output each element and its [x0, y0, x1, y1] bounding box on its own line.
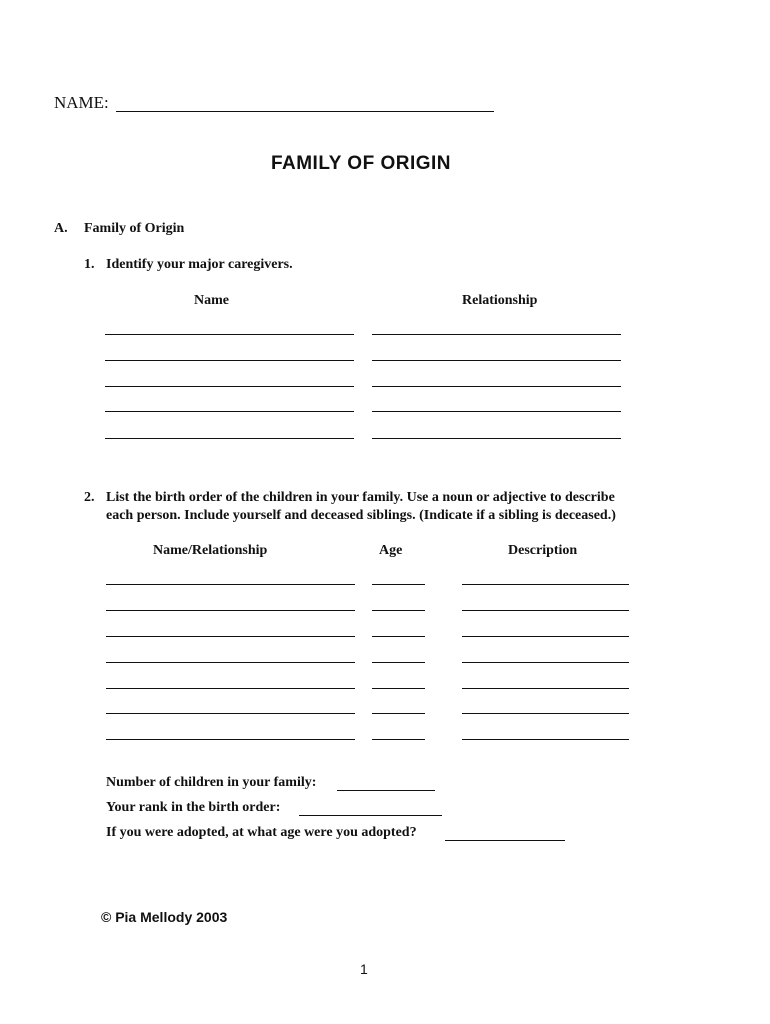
child-age-input-line[interactable]: [372, 598, 425, 611]
child-age-input-line[interactable]: [372, 727, 425, 740]
section-letter: A.: [54, 221, 68, 236]
caregiver-relationship-input-line[interactable]: [372, 426, 621, 439]
caregiver-name-input-line[interactable]: [105, 322, 354, 335]
child-name-input-line[interactable]: [106, 572, 355, 585]
child-description-input-line[interactable]: [462, 727, 629, 740]
caregiver-relationship-input-line[interactable]: [372, 399, 621, 412]
child-age-input-line[interactable]: [372, 624, 425, 637]
child-name-input-line[interactable]: [106, 727, 355, 740]
adopted-age-input-line[interactable]: [445, 826, 565, 841]
num-children-label: Number of children in your family:: [106, 775, 317, 790]
q1-col-relationship: Relationship: [462, 293, 538, 308]
child-name-input-line[interactable]: [106, 650, 355, 663]
child-age-input-line[interactable]: [372, 701, 425, 714]
caregiver-name-input-line[interactable]: [105, 426, 354, 439]
copyright: © Pia Mellody 2003: [101, 909, 228, 925]
rank-input-line[interactable]: [299, 801, 442, 816]
q1-number: 1.: [84, 257, 95, 272]
adopted-label: If you were adopted, at what age were you adopted?: [106, 825, 417, 840]
child-description-input-line[interactable]: [462, 598, 629, 611]
caregiver-name-input-line[interactable]: [105, 374, 354, 387]
num-children-input-line[interactable]: [337, 776, 435, 791]
q1-col-name: Name: [194, 293, 229, 308]
child-description-input-line[interactable]: [462, 572, 629, 585]
child-description-input-line[interactable]: [462, 676, 629, 689]
q2-text-line1: List the birth order of the children in your family. Use a noun or adjective to describe: [106, 490, 615, 505]
child-description-input-line[interactable]: [462, 624, 629, 637]
child-age-input-line[interactable]: [372, 572, 425, 585]
page-number: 1: [360, 961, 368, 977]
q1-text: Identify your major caregivers.: [106, 257, 293, 272]
section-heading: Family of Origin: [84, 221, 185, 236]
child-name-input-line[interactable]: [106, 701, 355, 714]
caregiver-name-input-line[interactable]: [105, 399, 354, 412]
q2-text-line2: each person. Include yourself and deceased siblings. (Indicate if a sibling is deceased.): [106, 508, 616, 523]
name-input-line[interactable]: [116, 95, 494, 112]
q2-col-age: Age: [379, 543, 403, 558]
caregiver-relationship-input-line[interactable]: [372, 348, 621, 361]
child-age-input-line[interactable]: [372, 650, 425, 663]
q2-col-description: Description: [508, 543, 578, 558]
child-name-input-line[interactable]: [106, 676, 355, 689]
child-age-input-line[interactable]: [372, 676, 425, 689]
child-name-input-line[interactable]: [106, 598, 355, 611]
caregiver-relationship-input-line[interactable]: [372, 374, 621, 387]
q2-number: 2.: [84, 490, 95, 505]
child-description-input-line[interactable]: [462, 701, 629, 714]
child-description-input-line[interactable]: [462, 650, 629, 663]
caregiver-relationship-input-line[interactable]: [372, 322, 621, 335]
page-title: FAMILY OF ORIGIN: [270, 153, 452, 174]
rank-label: Your rank in the birth order:: [106, 800, 281, 815]
caregiver-name-input-line[interactable]: [105, 348, 354, 361]
child-name-input-line[interactable]: [106, 624, 355, 637]
q2-col-name: Name/Relationship: [153, 543, 268, 558]
name-label: NAME:: [54, 93, 109, 112]
